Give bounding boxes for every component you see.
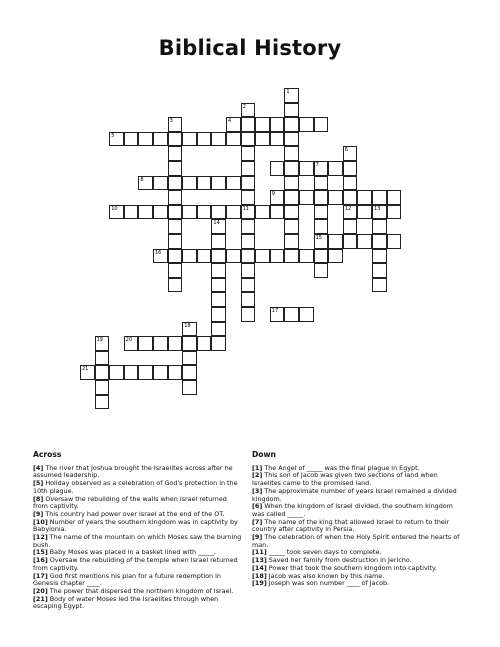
clue-text: Joseph was son number ____ of Jacob. (266, 579, 390, 588)
grid-cell[interactable] (241, 234, 256, 249)
grid-cell[interactable] (211, 278, 226, 293)
down-clue (252, 503, 467, 518)
across-clue (33, 534, 243, 549)
grid-cell[interactable] (109, 132, 124, 147)
clue-number: [13] (252, 556, 267, 565)
grid-cell[interactable] (343, 146, 358, 161)
puzzle-title: Biblical History (158, 36, 342, 60)
grid-cell[interactable] (270, 117, 285, 132)
cell-number: 19 (96, 337, 103, 344)
grid-cell[interactable] (270, 249, 285, 264)
clue-text: Jacob was also known by this name. (266, 571, 385, 580)
cell-number: 18 (184, 322, 191, 329)
across-clue (33, 480, 243, 495)
grid-cell[interactable] (168, 249, 183, 264)
cell-number: 13 (374, 205, 381, 212)
cell-number: 15 (315, 235, 322, 241)
grid-cell[interactable] (372, 278, 387, 293)
cell-number: 21 (82, 366, 89, 373)
across-clue (33, 496, 243, 511)
across-clue (33, 596, 243, 611)
grid-cell[interactable] (153, 205, 168, 220)
clue-number: [21] (33, 594, 48, 603)
grid-cell[interactable] (255, 117, 270, 132)
clue-number: [15] (33, 548, 48, 557)
grid-cell[interactable] (299, 117, 314, 132)
clue-text: _____ took seven days to complete. (266, 548, 382, 557)
grid-cell[interactable] (357, 190, 372, 205)
cell-number: 6 (344, 147, 348, 154)
grid-cell[interactable] (343, 205, 358, 220)
grid-cell[interactable] (182, 249, 197, 264)
cell-number: 7 (315, 162, 319, 168)
grid-cell[interactable] (314, 205, 329, 220)
grid-cell[interactable] (226, 249, 241, 264)
grid-cell[interactable] (284, 307, 299, 322)
grid-cell[interactable] (284, 103, 299, 118)
clue-text: Number of years the southern kingdom was in captivity by Babylonia. (33, 517, 238, 534)
grid-cell[interactable] (299, 307, 314, 322)
grid-cell[interactable] (314, 176, 329, 191)
grid-cell[interactable] (109, 365, 124, 380)
grid-cell[interactable] (241, 132, 256, 147)
cell-number: 10 (111, 205, 118, 212)
grid-cell[interactable] (124, 205, 139, 220)
cell-number: 14 (213, 220, 220, 227)
grid-cell[interactable] (357, 234, 372, 249)
down-clue (252, 519, 467, 534)
grid-cell[interactable] (182, 176, 197, 191)
cell-number: 9 (271, 191, 275, 198)
cell-number: 20 (125, 337, 133, 344)
grid-cell[interactable] (95, 380, 110, 395)
grid-cell[interactable] (284, 146, 299, 161)
grid-cell[interactable] (241, 161, 256, 176)
grid-cell[interactable] (270, 161, 285, 176)
grid-cell[interactable] (226, 132, 241, 147)
clue-text: The approximate number of years Israel remained a divided kingdom. (252, 486, 457, 503)
grid-cell[interactable] (109, 205, 124, 220)
grid-cell[interactable] (387, 190, 402, 205)
grid-cell[interactable] (357, 205, 372, 220)
grid-cell[interactable] (284, 205, 299, 220)
grid-cell[interactable] (255, 249, 270, 264)
grid-cell[interactable] (328, 161, 343, 176)
clue-number: [17] (33, 571, 48, 580)
clue-text: The river that Joshua brought the Israelites across after he assumed leadership. (33, 463, 233, 480)
clue-number: [2] (252, 471, 263, 480)
clue-text: The Angel of _____ was the final plague in Egypt. (262, 463, 420, 472)
grid-cell[interactable] (168, 365, 183, 380)
grid-cell[interactable] (372, 263, 387, 278)
grid-cell[interactable] (211, 336, 226, 351)
grid-cell[interactable] (168, 263, 183, 278)
clue-text: Saved her family from destruction in Jericho. (266, 556, 412, 565)
clue-number: [12] (33, 533, 48, 542)
grid-cell[interactable] (138, 205, 153, 220)
grid-cell[interactable] (197, 249, 212, 264)
grid-cell[interactable] (284, 117, 299, 132)
clue-number: [7] (252, 517, 263, 526)
grid-cell[interactable] (314, 161, 329, 176)
grid-cell[interactable] (372, 205, 387, 220)
grid-cell[interactable] (197, 132, 212, 147)
grid-cell[interactable] (270, 132, 285, 147)
grid-cell[interactable] (182, 336, 197, 351)
grid-cell[interactable] (328, 249, 343, 264)
grid-cell[interactable] (197, 205, 212, 220)
grid-cell[interactable] (284, 190, 299, 205)
clue-text: God first mentions his plan for a future redemption in Genesis chapter ____. (33, 571, 221, 588)
grid-cell[interactable] (284, 88, 299, 103)
grid-cell[interactable] (241, 117, 256, 132)
grid-cell[interactable] (211, 249, 226, 264)
grid-cell[interactable] (226, 205, 241, 220)
grid-cell[interactable] (387, 234, 402, 249)
grid-cell[interactable] (138, 176, 153, 191)
grid-cell[interactable] (182, 365, 197, 380)
clue-number: [8] (33, 494, 44, 503)
clue-text: The celebration of when the Holy Spirit entered the hearts of man. (252, 533, 460, 549)
clue-text: This country had power over Israel at the end of the OT. (43, 509, 225, 518)
clue-number: [9] (252, 533, 263, 542)
cell-number: 16 (155, 249, 162, 256)
grid-cell[interactable] (299, 249, 314, 264)
across-heading: Across (33, 450, 62, 459)
grid-cell[interactable] (241, 249, 256, 264)
grid-cell[interactable] (168, 176, 183, 191)
grid-cell[interactable] (241, 278, 256, 293)
grid-cell[interactable] (124, 132, 139, 147)
cell-number: 1 (286, 89, 290, 95)
grid-cell[interactable] (168, 278, 183, 293)
grid-cell[interactable] (211, 219, 226, 234)
clue-text: Holiday observed as a celebration of God's protection in the 10th plague. (33, 479, 238, 495)
down-clues (252, 451, 467, 588)
grid-cell[interactable] (80, 365, 95, 380)
grid-cell[interactable] (182, 322, 197, 337)
grid-cell[interactable] (328, 190, 343, 205)
grid-cell[interactable] (211, 307, 226, 322)
grid-cell[interactable] (211, 263, 226, 278)
grid-cell[interactable] (387, 205, 402, 220)
across-clue (33, 557, 243, 572)
grid-cell[interactable] (168, 336, 183, 351)
grid-cell[interactable] (124, 365, 139, 380)
grid-cell[interactable] (197, 336, 212, 351)
grid-cell[interactable] (168, 146, 183, 161)
grid-cell[interactable] (95, 336, 110, 351)
grid-cell[interactable] (255, 205, 270, 220)
cell-number: 11 (242, 205, 249, 212)
grid-cell[interactable] (168, 117, 183, 132)
across-list (33, 465, 243, 611)
grid-cell[interactable] (241, 176, 256, 191)
clue-text: The name of the king that allowed Israel to return to their country after captivity in Persia. (252, 517, 450, 534)
grid-cell[interactable] (343, 176, 358, 191)
grid-cell[interactable] (314, 190, 329, 205)
grid-cell[interactable] (284, 132, 299, 147)
cell-number: 5 (111, 132, 115, 139)
clue-number: [3] (252, 486, 263, 495)
grid-cell[interactable] (168, 161, 183, 176)
grid-cell[interactable] (168, 205, 183, 220)
down-clue (252, 534, 467, 549)
clue-text: The power that dispersed the northern kingdom of Israel. (47, 586, 234, 595)
grid-cell[interactable] (284, 161, 299, 176)
grid-cell[interactable] (314, 219, 329, 234)
grid-cell[interactable] (343, 161, 358, 176)
grid-cell[interactable] (138, 336, 153, 351)
clue-number: [14] (252, 563, 267, 572)
grid-cell[interactable] (343, 190, 358, 205)
grid-cell[interactable] (314, 234, 329, 249)
grid-cell[interactable] (226, 176, 241, 191)
cell-number: 3 (169, 118, 173, 125)
grid-cell[interactable] (284, 176, 299, 191)
grid-cell[interactable] (241, 205, 256, 220)
clue-number: [9] (33, 509, 44, 518)
cell-number: 17 (271, 308, 279, 314)
grid-cell[interactable] (211, 234, 226, 249)
grid-cell[interactable] (153, 249, 168, 264)
grid-cell[interactable] (138, 132, 153, 147)
clue-text: The name of the mountain on which Moses saw the burning bush. (33, 533, 242, 549)
grid-cell[interactable] (182, 380, 197, 395)
grid-cell[interactable] (343, 234, 358, 249)
grid-cell[interactable] (95, 395, 110, 410)
grid-cell[interactable] (95, 365, 110, 380)
grid-cell[interactable] (241, 103, 256, 118)
grid-cell[interactable] (124, 336, 139, 351)
cell-number: 4 (228, 118, 232, 125)
grid-cell[interactable] (270, 307, 285, 322)
grid-cell[interactable] (211, 292, 226, 307)
grid-cell[interactable] (343, 219, 358, 234)
grid-cell[interactable] (153, 365, 168, 380)
grid-cell[interactable] (314, 263, 329, 278)
grid-cell[interactable] (255, 132, 270, 147)
across-clues (33, 451, 243, 611)
clue-number: [5] (33, 479, 44, 488)
clue-text: This son of Jacob was given two sections of land when Israelites came to the promised land. (252, 471, 438, 488)
grid-cell[interactable] (182, 351, 197, 366)
cell-number: 8 (140, 176, 144, 183)
grid-cell[interactable] (153, 132, 168, 147)
clue-number: [16] (33, 556, 48, 565)
clue-number: [18] (252, 571, 267, 580)
grid-cell[interactable] (314, 117, 329, 132)
grid-cell[interactable] (182, 132, 197, 147)
down-clue (252, 472, 467, 487)
across-clue (33, 465, 243, 480)
grid-cell[interactable] (284, 234, 299, 249)
grid-cell[interactable] (372, 190, 387, 205)
grid-cell[interactable] (226, 117, 241, 132)
grid-cell[interactable] (314, 249, 329, 264)
down-clue (252, 488, 467, 503)
grid-cell[interactable] (270, 190, 285, 205)
grid-cell[interactable] (197, 176, 212, 191)
grid-cell[interactable] (284, 219, 299, 234)
grid-cell[interactable] (153, 176, 168, 191)
clue-number: [4] (33, 463, 44, 472)
cell-number: 2 (242, 103, 246, 110)
clue-number: [10] (33, 517, 48, 526)
grid-cell[interactable] (372, 219, 387, 234)
grid-cell[interactable] (211, 132, 226, 147)
grid-cell[interactable] (168, 190, 183, 205)
grid-cell[interactable] (168, 234, 183, 249)
clue-text: Baby Moses was placed in a basket lined with _____. (47, 548, 217, 557)
clue-text: Power that took the southern kingdom into captivity. (266, 563, 437, 572)
across-clue (33, 519, 243, 534)
grid-cell[interactable] (241, 263, 256, 278)
grid-cell[interactable] (328, 234, 343, 249)
clue-text: When the kingdom of Israel divided, the southern kingdom was called _____. (252, 502, 453, 518)
grid-cell[interactable] (284, 249, 299, 264)
across-clue (33, 573, 243, 588)
clue-number: [11] (252, 548, 267, 557)
clue-number: [19] (252, 579, 267, 588)
grid-cell[interactable] (372, 234, 387, 249)
grid-cell[interactable] (211, 205, 226, 220)
clue-number: [20] (33, 586, 48, 595)
grid-cell[interactable] (168, 132, 183, 147)
grid-cell[interactable] (299, 161, 314, 176)
clue-text: Body of water Moses led the Israelites through when escaping Egypt. (33, 594, 219, 611)
cell-number: 12 (344, 205, 352, 212)
grid-cell[interactable] (182, 205, 197, 220)
clue-text: Oversaw the rebuilding of the temple when Israel returned from captivity. (33, 556, 238, 572)
grid-cell[interactable] (241, 292, 256, 307)
grid-cell[interactable] (211, 176, 226, 191)
clue-number: [1] (252, 463, 263, 472)
grid-cell[interactable] (138, 365, 153, 380)
clue-number: [6] (252, 502, 263, 511)
down-heading: Down (252, 450, 276, 459)
down-list (252, 465, 467, 588)
down-clue (252, 580, 467, 588)
grid-cell[interactable] (168, 219, 183, 234)
grid-cell[interactable] (241, 190, 256, 205)
grid-cell[interactable] (372, 249, 387, 264)
grid-cell[interactable] (95, 351, 110, 366)
grid-cell[interactable] (211, 322, 226, 337)
grid-cell[interactable] (241, 146, 256, 161)
grid-cell[interactable] (299, 190, 314, 205)
grid-cell[interactable] (241, 219, 256, 234)
grid-cell[interactable] (270, 205, 285, 220)
clue-text: Oversaw the rebuilding of the walls when Israel returned from captivity. (33, 494, 227, 511)
grid-cell[interactable] (153, 336, 168, 351)
grid-cell[interactable] (241, 307, 256, 322)
